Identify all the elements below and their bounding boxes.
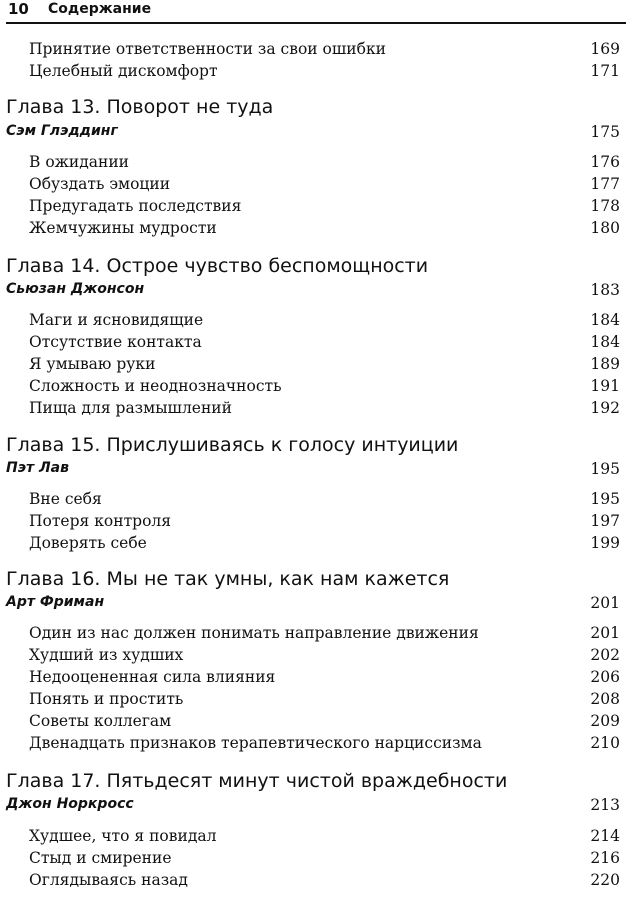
chapter-page: 183	[590, 281, 620, 299]
toc-entry	[0, 219, 632, 241]
toc-entry-page: 180	[590, 219, 620, 237]
toc-entry-title: Отсутствие контакта	[29, 333, 202, 351]
toc-entry-title: Принятие ответственности за свои ошибки	[29, 40, 386, 58]
toc-entry-title: Недооцененная сила влияния	[29, 668, 276, 686]
toc-entry	[0, 153, 632, 175]
running-header	[6, 0, 626, 24]
toc-entry-title: Обуздать эмоции	[29, 175, 171, 193]
chapter-page: 175	[590, 123, 620, 141]
chapter-author: Арт Фриман	[6, 594, 105, 610]
chapter-author: Джон Норкросс	[6, 796, 134, 812]
chapter-heading	[0, 770, 632, 792]
toc-entry-title: Двенадцать признаков терапевтического нарциссизма	[29, 734, 482, 752]
chapter-heading	[0, 96, 632, 118]
toc-entry-page: 184	[590, 311, 620, 329]
toc-entry-page: 189	[590, 355, 620, 373]
toc-entry	[0, 646, 632, 668]
toc-entry	[0, 871, 632, 893]
toc-entry-page: 192	[590, 399, 620, 417]
toc-entry	[0, 333, 632, 355]
toc-entry-page: 176	[590, 153, 620, 171]
toc-entry	[0, 175, 632, 197]
toc-entry	[0, 690, 632, 712]
toc-entry-title: Потеря контроля	[29, 512, 172, 530]
toc-entry-title: Советы коллегам	[29, 712, 172, 730]
toc-entry-title: Пища для размышлений	[29, 399, 232, 417]
toc-entry-title: Худшее, что я повидал	[29, 827, 217, 845]
toc-entry-title: В ожидании	[29, 153, 130, 171]
toc-entry	[0, 712, 632, 734]
chapter-author: Пэт Лав	[6, 460, 69, 476]
toc-entry-page: 220	[590, 871, 620, 889]
toc-entry-title: Оглядываясь назад	[29, 871, 188, 889]
running-title: Содержание	[48, 1, 152, 17]
toc-entry-page: 171	[590, 62, 620, 80]
toc-entry	[0, 734, 632, 756]
toc-entry-title: Целебный дискомфорт	[29, 62, 218, 80]
toc-entry	[0, 512, 632, 534]
toc-entry-page: 202	[590, 646, 620, 664]
toc-entry	[0, 624, 632, 646]
toc-entry-title: Я умываю руки	[29, 355, 156, 373]
toc-entry	[0, 40, 632, 62]
toc-entry-title: Предугадать последствия	[29, 197, 242, 215]
toc-entry-page: 184	[590, 333, 620, 351]
chapter-author: Сэм Глэддинг	[6, 123, 118, 139]
toc-entry-title: Худший из худших	[29, 646, 184, 664]
toc-entry	[0, 311, 632, 333]
chapter-author-row	[0, 123, 632, 145]
chapter-title: Глава 14. Острое чувство беспомощности	[6, 255, 429, 277]
toc-entry-page: 208	[590, 690, 620, 708]
chapter-page: 195	[590, 460, 620, 478]
chapter-author: Сьюзан Джонсон	[6, 281, 145, 297]
chapter-page: 213	[590, 796, 620, 814]
chapter-author-row	[0, 281, 632, 303]
toc-entry-page: 169	[590, 40, 620, 58]
toc-entry	[0, 399, 632, 421]
toc-entry-page: 210	[590, 734, 620, 752]
toc-entry-page: 214	[590, 827, 620, 845]
chapter-title: Глава 13. Поворот не туда	[6, 96, 274, 118]
toc-entry-page: 191	[590, 377, 620, 395]
toc-entry	[0, 668, 632, 690]
toc-entry-page: 199	[590, 534, 620, 552]
page-number: 10	[8, 0, 29, 18]
chapter-page: 201	[590, 594, 620, 612]
chapter-heading	[0, 255, 632, 277]
toc-entry	[0, 62, 632, 84]
toc-entry-title: Сложность и неоднозначность	[29, 377, 282, 395]
toc-entry	[0, 355, 632, 377]
chapter-title: Глава 15. Прислушиваясь к голосу интуиции	[6, 434, 459, 456]
toc-entry-page: 209	[590, 712, 620, 730]
toc-entry-title: Один из нас должен понимать направление движения	[29, 624, 479, 642]
chapter-title: Глава 17. Пятьдесят минут чистой враждебности	[6, 770, 508, 792]
chapter-heading	[0, 568, 632, 590]
toc-entry-page: 178	[590, 197, 620, 215]
toc-entry	[0, 849, 632, 871]
toc-entry-page: 177	[590, 175, 620, 193]
toc-entry-title: Вне себя	[29, 490, 102, 508]
toc-entry-page: 197	[590, 512, 620, 530]
chapter-author-row	[0, 460, 632, 482]
toc-entry-title: Жемчужины мудрости	[29, 219, 217, 237]
toc-entry	[0, 197, 632, 219]
toc-entry-page: 195	[590, 490, 620, 508]
toc-entry-title: Стыд и смирение	[29, 849, 172, 867]
toc-entry-title: Понять и простить	[29, 690, 184, 708]
toc-entry-page: 216	[590, 849, 620, 867]
toc-entry-page: 201	[590, 624, 620, 642]
chapter-author-row	[0, 796, 632, 818]
chapter-author-row	[0, 594, 632, 616]
chapter-heading	[0, 434, 632, 456]
toc-entry-title: Доверять себе	[29, 534, 147, 552]
toc-entry	[0, 377, 632, 399]
toc-entry-title: Маги и ясновидящие	[29, 311, 204, 329]
toc-entry	[0, 534, 632, 556]
toc-entry-page: 206	[590, 668, 620, 686]
toc-entry	[0, 827, 632, 849]
chapter-title: Глава 16. Мы не так умны, как нам кажется	[6, 568, 450, 590]
toc-entry	[0, 490, 632, 512]
